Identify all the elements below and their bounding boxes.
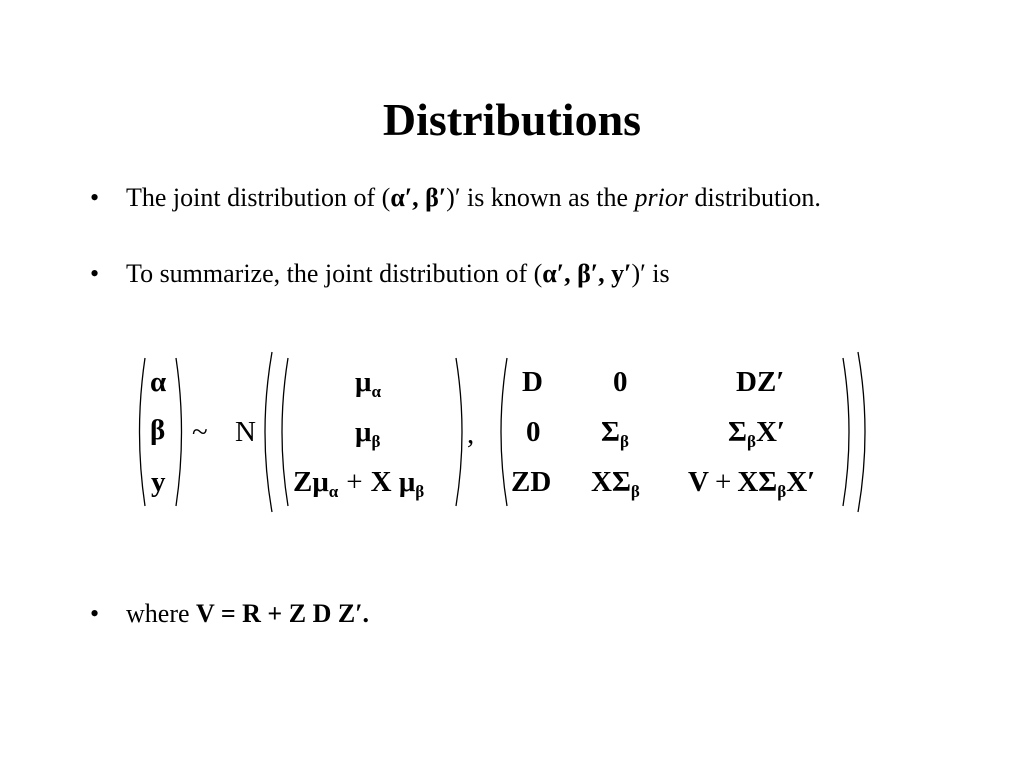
cov-right-paren	[843, 358, 849, 506]
cov-r2c3	[728, 416, 785, 458]
cov-r2c1: 0	[526, 416, 541, 448]
text-segment: )′ is known as the	[446, 183, 635, 212]
mean-mu: μ	[355, 416, 372, 448]
cov-r3c3	[688, 466, 815, 508]
cov-term: XΣ	[737, 466, 778, 498]
outer-left-paren	[265, 352, 272, 512]
cov-left-paren	[501, 358, 507, 506]
cov-sub: β	[619, 432, 629, 451]
cov-sub: β	[746, 432, 756, 451]
mean-mu: μ	[355, 366, 372, 398]
text-segment: The joint distribution of (	[126, 183, 391, 212]
mean-left-paren	[282, 358, 288, 506]
lhs-beta: β	[150, 414, 166, 446]
cov-sub: β	[630, 482, 640, 501]
mean-row1	[355, 366, 381, 408]
mean-sub: α	[328, 482, 339, 501]
mean-row3	[293, 466, 424, 508]
plus-sign: +	[714, 466, 732, 498]
mean-term: X μ	[370, 466, 416, 498]
text-segment: α′, β′, y′	[542, 259, 632, 288]
cov-tail: X′	[755, 416, 786, 448]
lhs-left-paren	[140, 358, 146, 506]
text-segment: To summarize, the joint distribution of (	[126, 259, 543, 288]
cov-r1c1: D	[522, 366, 543, 398]
text-segment: )′ is	[631, 259, 670, 288]
cov-r2c2	[601, 416, 629, 458]
bullet-marker: •	[90, 599, 100, 628]
cov-r3c2	[591, 466, 640, 508]
text-segment: α′, β′	[390, 183, 447, 212]
cov-term: XΣ	[591, 466, 631, 498]
mean-sub: β	[415, 482, 425, 501]
slide-title: Distributions	[382, 94, 642, 145]
bullet-marker: •	[90, 183, 100, 212]
lhs-alpha: α	[150, 366, 167, 398]
cov-r1c2: 0	[613, 366, 628, 398]
sigma-symbol: Σ	[601, 416, 620, 448]
mean-sub: α	[371, 382, 381, 401]
mean-sub: β	[371, 432, 381, 451]
outer-right-paren	[858, 352, 865, 512]
mean-right-paren	[456, 358, 462, 506]
text-segment: where	[126, 599, 197, 628]
tilde-symbol: ~	[192, 416, 208, 448]
bullet-text	[126, 597, 846, 631]
cov-tail: X′	[786, 466, 816, 498]
normal-symbol: N	[235, 416, 256, 448]
mean-row2	[355, 416, 380, 458]
lhs-right-paren	[176, 358, 182, 506]
text-segment: distribution.	[688, 183, 821, 212]
sigma-symbol: Σ	[728, 416, 747, 448]
bullet-marker: •	[90, 259, 100, 288]
cov-r3c1: ZD	[511, 466, 552, 498]
mean-term: Zμ	[293, 466, 329, 498]
cov-term: V	[688, 466, 709, 498]
cov-sub: β	[777, 482, 787, 501]
cov-r1c3: DZ′	[736, 366, 785, 398]
text-segment: prior	[634, 183, 689, 212]
plus-sign: +	[346, 466, 363, 498]
comma: ,	[467, 418, 475, 450]
lhs-y: y	[151, 466, 166, 498]
text-segment: V = R + Z D Z′.	[196, 599, 370, 628]
